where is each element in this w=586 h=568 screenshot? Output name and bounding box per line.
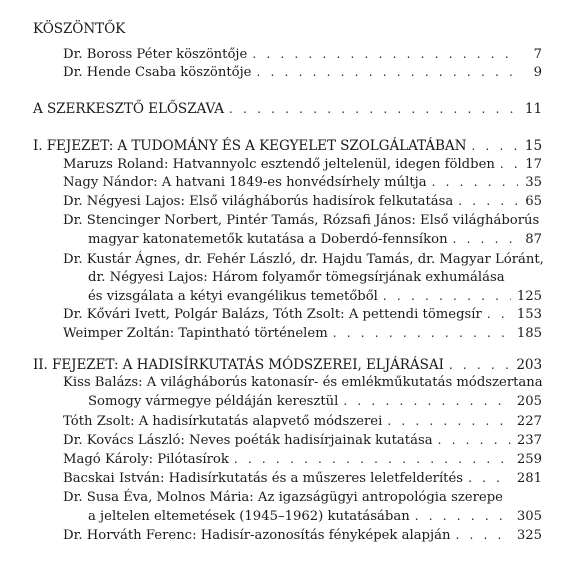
toc-entry-continuation-page-number: 305 bbox=[516, 509, 542, 524]
toc-entry-continuation-page-number: 205 bbox=[516, 394, 542, 409]
toc-entry-text: Tóth Zsolt: A hadisírkutatás alapvető módszerei bbox=[63, 414, 383, 429]
toc-entry bbox=[63, 212, 542, 230]
toc-entry-page-number: 325 bbox=[516, 528, 542, 543]
dot-leader bbox=[458, 192, 518, 210]
toc-entry bbox=[63, 251, 542, 269]
dot-leader bbox=[343, 392, 510, 410]
section-heading bbox=[33, 137, 542, 155]
toc-entry-text: Dr. Négyesi Lajos: Első világháborús hadisírok felkutatása bbox=[63, 194, 454, 209]
toc-entry-continuation-page-number: 125 bbox=[516, 289, 542, 304]
dot-leader bbox=[453, 230, 518, 248]
toc-entry bbox=[63, 374, 542, 392]
toc-entry-page-number: 237 bbox=[516, 433, 542, 448]
toc-entry-text: Maruzs Roland: Hatvannyolc esztendő jeltelenül, idegen földben bbox=[63, 157, 495, 172]
dot-leader bbox=[449, 356, 511, 374]
toc-entry-continuation-text: magyar katonatemetők kutatása a Doberdó-fennsíkon bbox=[88, 232, 448, 247]
toc-entry-continuation-text: Somogy vármegye példáján keresztül bbox=[88, 394, 339, 409]
dot-leader bbox=[468, 469, 511, 487]
toc-entry bbox=[63, 412, 542, 430]
dot-leader bbox=[471, 137, 518, 155]
toc-entry-page-number: 153 bbox=[516, 307, 542, 322]
toc-entry-page-number: 35 bbox=[525, 175, 542, 190]
dot-leader bbox=[229, 100, 518, 118]
dot-leader bbox=[455, 526, 510, 544]
section-heading bbox=[33, 100, 542, 118]
toc-entry-continuation bbox=[88, 287, 542, 305]
toc-entry bbox=[63, 305, 542, 323]
dot-leader bbox=[252, 45, 518, 63]
section-heading-text: II. FEJEZET: A HADISÍRKUTATÁS MÓDSZEREI, ELJÁRÁSAI bbox=[33, 357, 444, 373]
toc-entry-text: Dr. Kovács László: Neves poéták hadisírjainak kutatása bbox=[63, 433, 433, 448]
toc-entry-text: Magó Károly: Pilótasírok bbox=[63, 452, 229, 467]
dot-leader bbox=[500, 155, 518, 173]
toc-entry-continuation bbox=[88, 392, 542, 410]
dot-leader bbox=[333, 324, 511, 342]
toc-entry-text: Dr. Stencinger Norbert, Pintér Tamás, Rózsafi János: Első világháborús bbox=[63, 213, 540, 228]
dot-leader bbox=[234, 450, 511, 468]
section-heading-page-number: 11 bbox=[524, 101, 542, 117]
dot-leader bbox=[432, 173, 518, 191]
toc-entry-page-number: 7 bbox=[533, 47, 542, 62]
dot-leader bbox=[415, 507, 511, 525]
section-heading bbox=[33, 356, 542, 374]
dot-leader bbox=[487, 305, 511, 323]
toc-entry-page-number: 185 bbox=[516, 326, 542, 341]
toc-entry-text: Dr. Hende Csaba köszöntője bbox=[63, 65, 252, 80]
toc-entry bbox=[63, 192, 542, 210]
dot-leader bbox=[383, 287, 511, 305]
toc-entry-continuation-text: dr. Négyesi Lajos: Három folyamőr tömegsírjának exhumálása bbox=[88, 270, 505, 285]
toc-entry-text: Dr. Kustár Ágnes, dr. Fehér László, dr. Hajdu Tamás, dr. Magyar Lóránt, bbox=[63, 252, 544, 267]
toc-entry bbox=[63, 450, 542, 468]
toc-entry-page-number: 259 bbox=[516, 452, 542, 467]
toc-entry bbox=[63, 526, 542, 544]
toc-entry-text: Bacskai István: Hadisírkutatás és a műszeres leletfelderítés bbox=[63, 471, 464, 486]
toc-entry-continuation bbox=[88, 269, 542, 287]
dot-leader bbox=[256, 63, 518, 81]
toc-entry-text: Weimper Zoltán: Tapintható történelem bbox=[63, 326, 328, 341]
dot-leader bbox=[438, 431, 511, 449]
toc-entry-text: Dr. Susa Éva, Molnos Mária: Az igazságügyi antropológia szerepe bbox=[63, 490, 503, 505]
section-heading-text: KÖSZÖNTŐK bbox=[33, 21, 126, 37]
toc-entry-continuation-page-number: 87 bbox=[525, 232, 542, 247]
section-heading-page-number: 203 bbox=[516, 357, 542, 373]
toc-entry-continuation-text: és vizsgálata a kétyi evangélikus temetőből bbox=[88, 289, 378, 304]
toc-entry-text: Nagy Nándor: A hatvani 1849-es honvédsírhely múltja bbox=[63, 175, 427, 190]
toc-entry bbox=[63, 489, 542, 507]
toc-entry bbox=[63, 155, 542, 173]
toc-entry-text: Kiss Balázs: A világháborús katonasír- és emlékműkutatás módszertana bbox=[63, 375, 543, 390]
toc-entry bbox=[63, 45, 542, 63]
toc-entry-text: Dr. Boross Péter köszöntője bbox=[63, 47, 248, 62]
toc-entry-text: Dr. Horváth Ferenc: Hadisír-azonosítás fényképek alapján bbox=[63, 528, 451, 543]
toc-entry-page-number: 9 bbox=[533, 65, 542, 80]
toc-entry bbox=[63, 324, 542, 342]
dot-leader bbox=[387, 412, 511, 430]
toc-entry-page-number: 281 bbox=[516, 471, 542, 486]
toc-entry-page-number: 17 bbox=[525, 157, 542, 172]
section-heading-text: A SZERKESZTŐ ELŐSZAVA bbox=[33, 101, 225, 117]
toc-entry bbox=[63, 469, 542, 487]
toc-entry-continuation bbox=[88, 507, 542, 525]
section-heading-page-number: 15 bbox=[524, 138, 542, 154]
toc-entry-continuation bbox=[88, 230, 542, 248]
toc-entry bbox=[63, 431, 542, 449]
toc-entry-page-number: 65 bbox=[525, 194, 542, 209]
section-heading bbox=[33, 20, 542, 38]
toc-entry-continuation-text: a jeltelen eltemetések (1945–1962) kutatásában bbox=[88, 509, 410, 524]
toc-entry-page-number: 227 bbox=[516, 414, 542, 429]
section-heading-text: I. FEJEZET: A TUDOMÁNY ÉS A KEGYELET SZOLGÁLATÁBAN bbox=[33, 138, 467, 154]
toc-entry-text: Dr. Kővári Ivett, Polgár Balázs, Tóth Zsolt: A pettendi tömegsír bbox=[63, 307, 482, 322]
toc-entry bbox=[63, 173, 542, 191]
toc-entry bbox=[63, 63, 542, 81]
